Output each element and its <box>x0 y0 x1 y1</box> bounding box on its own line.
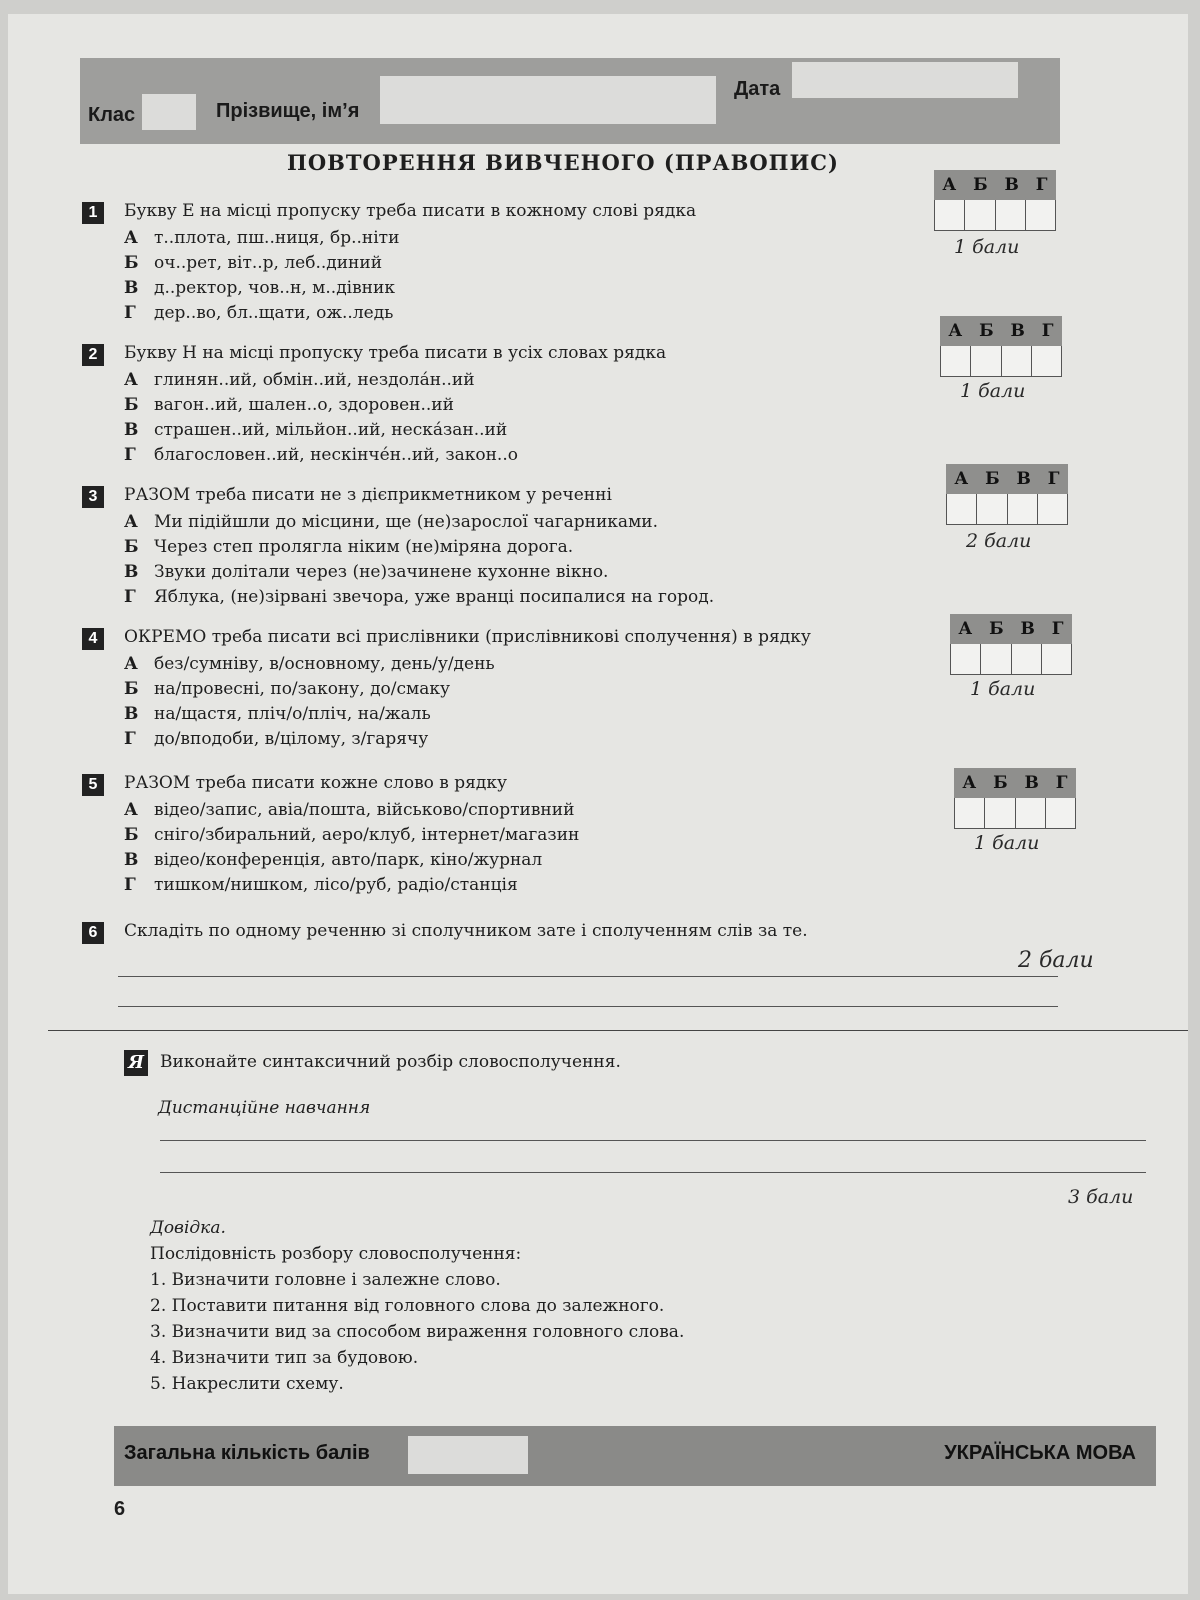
option-d: Г благословен..ий, нескінче́н..ий, закон..о <box>124 445 518 465</box>
answer-line[interactable] <box>160 1140 1146 1141</box>
task-score: 1 бали <box>970 678 1036 700</box>
option-b: Б на/провесні, по/закону, до/смаку <box>124 679 451 699</box>
option-c: В Звуки долітали через (не)зачинене кухонне вікно. <box>124 562 609 582</box>
class-field[interactable] <box>142 94 196 130</box>
reference-intro: Послідовність розбору словосполучення: <box>150 1244 522 1264</box>
task-score: 1 бали <box>954 236 1020 258</box>
subject-name: УКРАЇНСЬКА МОВА <box>944 1442 1136 1464</box>
option-d: Г тишком/нишком, лісо/руб, радіо/станція <box>124 875 518 895</box>
task-number: 5 <box>82 774 104 796</box>
task-question: РАЗОМ треба писати не з дієприкметником у реченні <box>124 485 612 505</box>
answer-cell[interactable] <box>1032 346 1061 376</box>
page-number: 6 <box>114 1498 126 1520</box>
task-score: 1 бали <box>974 832 1040 854</box>
date-field[interactable] <box>792 62 1018 98</box>
task-score: 1 бали <box>960 380 1026 402</box>
answer-cell[interactable] <box>935 200 965 230</box>
answer-cell[interactable] <box>1002 346 1032 376</box>
answer-cell[interactable] <box>977 494 1007 524</box>
option-d: Г до/вподоби, в/цілому, з/гарячу <box>124 729 429 749</box>
task-question: Букву Е на місці пропуску треба писати в кожному слові рядка <box>124 201 697 221</box>
answer-cell[interactable] <box>1046 798 1075 828</box>
reference-step: 4. Визначити тип за будовою. <box>150 1348 419 1368</box>
task-number: 1 <box>82 202 104 224</box>
reference-step: 1. Визначити головне і залежне слово. <box>150 1270 501 1290</box>
answer-line[interactable] <box>160 1172 1146 1173</box>
answer-cell[interactable] <box>1008 494 1038 524</box>
answer-grid-1: А Б В Г <box>934 170 1056 231</box>
option-c: В відео/конференція, авто/парк, кіно/журнал <box>124 850 543 870</box>
header-bar <box>80 58 1060 144</box>
task-number: 6 <box>82 922 104 944</box>
answer-cell[interactable] <box>1026 200 1055 230</box>
answer-line[interactable] <box>118 1006 1058 1007</box>
answer-cell[interactable] <box>1012 644 1042 674</box>
option-a: А глинян..ий, обмін..ий, нездола́н..ий <box>124 370 475 390</box>
option-a: А без/сумніву, в/основному, день/у/день <box>124 654 495 674</box>
answer-cell[interactable] <box>941 346 971 376</box>
option-b: Б Через степ пролягла ніким (не)міряна дорога. <box>124 537 574 557</box>
option-b: Б сніго/збиральний, аеро/клуб, інтернет/магазин <box>124 825 580 845</box>
answer-cell[interactable] <box>1038 494 1067 524</box>
reference-title: Довідка. <box>150 1218 226 1238</box>
answer-cell[interactable] <box>965 200 995 230</box>
task-icon: Я <box>124 1050 148 1076</box>
answer-grid-3: А Б В Г <box>946 464 1068 525</box>
task-number: 3 <box>82 486 104 508</box>
total-score-label: Загальна кількість балів <box>124 1442 370 1464</box>
answer-cell[interactable] <box>971 346 1001 376</box>
name-field[interactable] <box>380 76 716 124</box>
page-title: ПОВТОРЕННЯ ВИВЧЕНОГО (ПРАВОПИС) <box>287 150 839 175</box>
task-question: Букву Н на місці пропуску треба писати в усіх словах рядка <box>124 343 667 363</box>
option-a: А т..плота, пш..ниця, бр..ніти <box>124 228 400 248</box>
option-a: А відео/запис, авіа/пошта, військово/спортивний <box>124 800 575 820</box>
footer-bar <box>114 1426 1156 1486</box>
option-a: А Ми підійшли до місцини, ще (не)зарослої чагарниками. <box>124 512 659 532</box>
worksheet-page <box>8 14 1188 1594</box>
option-c: В на/щастя, пліч/о/пліч, на/жаль <box>124 704 431 724</box>
answer-cell[interactable] <box>996 200 1026 230</box>
task-number: 2 <box>82 344 104 366</box>
task-score: 2 бали <box>966 530 1032 552</box>
reference-step: 2. Поставити питання від головного слова до залежного. <box>150 1296 665 1316</box>
task-number: 4 <box>82 628 104 650</box>
reference-step: 3. Визначити вид за способом вираження головного слова. <box>150 1322 685 1342</box>
task-score: 3 бали <box>1068 1186 1134 1208</box>
option-b: Б вагон..ий, шален..о, здоровен..ий <box>124 395 454 415</box>
name-label: Прізвище, ім’я <box>216 100 360 122</box>
task-score: 2 бали <box>1018 948 1094 973</box>
task-question: РАЗОМ треба писати кожне слово в рядку <box>124 773 507 793</box>
option-b: Б оч..рет, віт..р, леб..диний <box>124 253 383 273</box>
task-question: ОКРЕМО треба писати всі прислівники (прислівникові сполучення) в рядку <box>124 627 811 647</box>
answer-cell[interactable] <box>1016 798 1046 828</box>
option-c: В д..ректор, чов..н, м..дівник <box>124 278 395 298</box>
date-label: Дата <box>734 78 781 100</box>
total-score-field[interactable] <box>408 1436 528 1474</box>
answer-cell[interactable] <box>985 798 1015 828</box>
answer-line[interactable] <box>118 976 1058 977</box>
answer-cell[interactable] <box>951 644 981 674</box>
syntax-instruction: Виконайте синтаксичний розбір словосполучення. <box>160 1052 621 1072</box>
answer-cell[interactable] <box>947 494 977 524</box>
class-label: Клас <box>88 104 136 126</box>
option-d: Г дер..во, бл..щати, ож..ледь <box>124 303 394 323</box>
answer-grid-4: А Б В Г <box>950 614 1072 675</box>
option-c: В страшен..ий, мільйон..ий, неска́зан..ий <box>124 420 508 440</box>
answer-cell[interactable] <box>955 798 985 828</box>
phrase-to-analyze: Дистанційне навчання <box>158 1098 371 1118</box>
answer-cell[interactable] <box>1042 644 1071 674</box>
section-divider <box>48 1030 1188 1031</box>
answer-cell[interactable] <box>981 644 1011 674</box>
reference-step: 5. Накреслити схему. <box>150 1374 344 1394</box>
answer-grid-5: А Б В Г <box>954 768 1076 829</box>
task-question: Складіть по одному реченню зі сполучником зате і сполученням слів за те. <box>124 921 808 941</box>
option-d: Г Яблука, (не)зірвані звечора, уже вранці посипалися на город. <box>124 587 715 607</box>
answer-grid-2: А Б В Г <box>940 316 1062 377</box>
